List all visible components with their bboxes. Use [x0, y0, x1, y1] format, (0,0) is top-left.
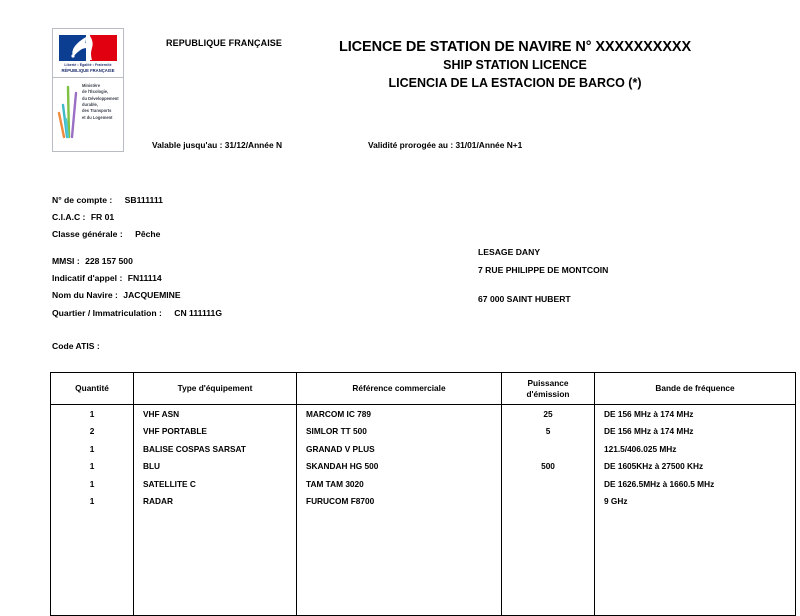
table-row	[51, 580, 796, 598]
registration-value: CN 111111G	[174, 307, 223, 318]
vessel-name-label: Nom du Navire :	[52, 290, 118, 301]
registration-label: Quartier / Immatriculation :	[52, 307, 162, 318]
callsign-value: FN11114	[127, 273, 162, 284]
cell-transmission-power	[502, 440, 595, 458]
column-header-power-line1: Puissance	[527, 378, 569, 389]
cell-transmission-power	[502, 563, 595, 581]
cell-frequency-band: DE 156 MHz à 174 MHz	[595, 423, 796, 441]
cell-quantity	[51, 563, 134, 581]
republique-francaise-label: REPUBLIQUE FRANÇAISE	[166, 38, 283, 48]
cell-commercial-reference: GRANAD V PLUS	[297, 440, 502, 458]
page-title-spanish: LICENCIA DE LA ESTACION DE BARCO (*)	[388, 76, 642, 91]
table-row	[51, 545, 796, 563]
equipment-table-header	[51, 373, 796, 405]
equipment-table	[50, 372, 796, 616]
ministry-line: et du Logement	[82, 114, 113, 120]
cell-equipment-type	[134, 580, 297, 598]
cell-commercial-reference	[297, 598, 502, 616]
cell-equipment-type: RADAR	[134, 493, 297, 511]
cell-transmission-power: 25	[502, 405, 595, 423]
page-title-english: SHIP STATION LICENCE	[443, 58, 587, 73]
cell-quantity: 2	[51, 423, 134, 441]
cell-transmission-power	[502, 528, 595, 546]
cell-commercial-reference	[297, 580, 502, 598]
ministry-line: Ministère	[82, 83, 100, 89]
table-row	[51, 475, 796, 493]
cell-commercial-reference: SKANDAH HG 500	[297, 458, 502, 476]
table-row	[51, 405, 796, 423]
cell-frequency-band: 121.5/406.025 MHz	[595, 440, 796, 458]
atis-code-row	[52, 341, 103, 351]
table-row	[51, 598, 796, 616]
cell-transmission-power	[502, 493, 595, 511]
cell-commercial-reference: SIMLOR TT 500	[297, 423, 502, 441]
cell-quantity	[51, 528, 134, 546]
cell-frequency-band	[595, 598, 796, 616]
table-row	[51, 493, 796, 511]
general-class-label: Classe générale :	[52, 229, 123, 240]
cell-commercial-reference: FURUCOM F8700	[297, 493, 502, 511]
republic-logo-block	[52, 28, 124, 152]
column-header-commercial-reference: Référence commerciale	[297, 373, 502, 405]
cell-transmission-power: 5	[502, 423, 595, 441]
cell-frequency-band: DE 156 MHz à 174 MHz	[595, 405, 796, 423]
cell-equipment-type: SATELLITE C	[134, 475, 297, 493]
mmsi-value: 228 157 500	[85, 256, 133, 267]
cell-equipment-type: VHF PORTABLE	[134, 423, 297, 441]
ministry-line: de l'Écologie,	[82, 89, 109, 95]
cell-commercial-reference	[297, 510, 502, 528]
cell-quantity: 1	[51, 475, 134, 493]
validity-extended-text: Validité prorogée au : 31/01/Année N+1	[368, 140, 523, 150]
french-flag-marianne-icon	[59, 35, 117, 61]
holder-street: 7 RUE PHILIPPE DE MONTCOIN	[478, 264, 609, 275]
table-row	[51, 423, 796, 441]
identity-block	[52, 196, 222, 326]
general-class-value: Pêche	[135, 229, 161, 240]
cell-commercial-reference: TAM TAM 3020	[297, 475, 502, 493]
cell-quantity: 1	[51, 440, 134, 458]
vessel-name-row	[52, 291, 222, 300]
column-header-equipment-type: Type d'équipement	[134, 373, 297, 405]
cell-commercial-reference	[297, 563, 502, 581]
cell-equipment-type	[134, 563, 297, 581]
ministry-strokes-icon	[56, 83, 80, 139]
registration-row	[52, 309, 222, 318]
cell-frequency-band	[595, 563, 796, 581]
cell-equipment-type: BLU	[134, 458, 297, 476]
holder-city: 67 000 SAINT HUBERT	[478, 294, 571, 305]
ministry-line: du Développement	[82, 95, 119, 101]
cell-frequency-band: DE 1626.5MHz à 1660.5 MHz	[595, 475, 796, 493]
column-header-transmission-power	[502, 373, 595, 405]
account-number-value: SB111111	[124, 195, 163, 205]
valid-until-text: Valable jusqu'au : 31/12/Année N	[152, 140, 282, 150]
cell-transmission-power: 500	[502, 458, 595, 476]
cell-frequency-band	[595, 510, 796, 528]
column-header-quantity: Quantité	[51, 373, 134, 405]
table-row	[51, 510, 796, 528]
mmsi-label: MMSI :	[52, 256, 80, 267]
table-row	[51, 528, 796, 546]
ciac-label: C.I.A.C :	[52, 212, 86, 223]
cell-quantity	[51, 510, 134, 528]
cell-frequency-band	[595, 545, 796, 563]
ministry-line: durable,	[82, 102, 98, 108]
holder-name: LESAGE DANY	[478, 247, 541, 257]
cell-quantity: 1	[51, 458, 134, 476]
cell-transmission-power	[502, 475, 595, 493]
table-row	[51, 563, 796, 581]
table-header-row	[51, 373, 796, 405]
cell-frequency-band	[595, 528, 796, 546]
cell-transmission-power	[502, 598, 595, 616]
cell-transmission-power	[502, 545, 595, 563]
ministry-logo-name	[82, 83, 119, 121]
table-row	[51, 440, 796, 458]
cell-transmission-power	[502, 580, 595, 598]
ciac-value: FR 01	[90, 212, 115, 223]
account-number-label: N° de compte :	[52, 195, 113, 205]
cell-commercial-reference	[297, 528, 502, 546]
table-row	[51, 458, 796, 476]
licence-holder-block	[478, 248, 608, 313]
column-header-power-line2: d'émission	[526, 388, 570, 399]
cell-quantity	[51, 545, 134, 563]
cell-commercial-reference	[297, 545, 502, 563]
cell-equipment-type	[134, 510, 297, 528]
atis-code-label: Code ATIS :	[52, 341, 100, 351]
cell-transmission-power	[502, 510, 595, 528]
cell-equipment-type: VHF ASN	[134, 405, 297, 423]
marianne-logo	[53, 29, 123, 78]
ministry-logo	[53, 78, 123, 151]
cell-quantity: 1	[51, 405, 134, 423]
mmsi-row	[52, 257, 222, 266]
equipment-table-body	[51, 405, 796, 616]
cell-equipment-type: BALISE COSPAS SARSAT	[134, 440, 297, 458]
vessel-name-value: JACQUEMINE	[123, 290, 181, 301]
cell-equipment-type	[134, 545, 297, 563]
callsign-row	[52, 274, 222, 283]
cell-frequency-band: 9 GHz	[595, 493, 796, 511]
document-header	[0, 0, 800, 175]
document-titles	[250, 38, 780, 92]
callsign-label: Indicatif d'appel :	[52, 273, 123, 284]
cell-frequency-band: DE 1605KHz à 27500 KHz	[595, 458, 796, 476]
cell-quantity	[51, 580, 134, 598]
column-header-frequency-band: Bande de fréquence	[595, 373, 796, 405]
cell-frequency-band	[595, 580, 796, 598]
page-title: LICENCE DE STATION DE NAVIRE N° XXXXXXXXXX	[338, 39, 692, 55]
account-number-row	[52, 196, 222, 205]
cell-equipment-type	[134, 528, 297, 546]
cell-quantity	[51, 598, 134, 616]
cell-quantity: 1	[51, 493, 134, 511]
cell-equipment-type	[134, 598, 297, 616]
ciac-row	[52, 213, 222, 222]
general-class-row	[52, 230, 222, 239]
republic-motto: Liberté • Égalité • Fraternité	[64, 63, 112, 67]
cell-commercial-reference: MARCOM IC 789	[297, 405, 502, 423]
ministry-line: des Transports	[82, 108, 112, 114]
republic-logo-name: RÉPUBLIQUE FRANÇAISE	[61, 67, 115, 73]
